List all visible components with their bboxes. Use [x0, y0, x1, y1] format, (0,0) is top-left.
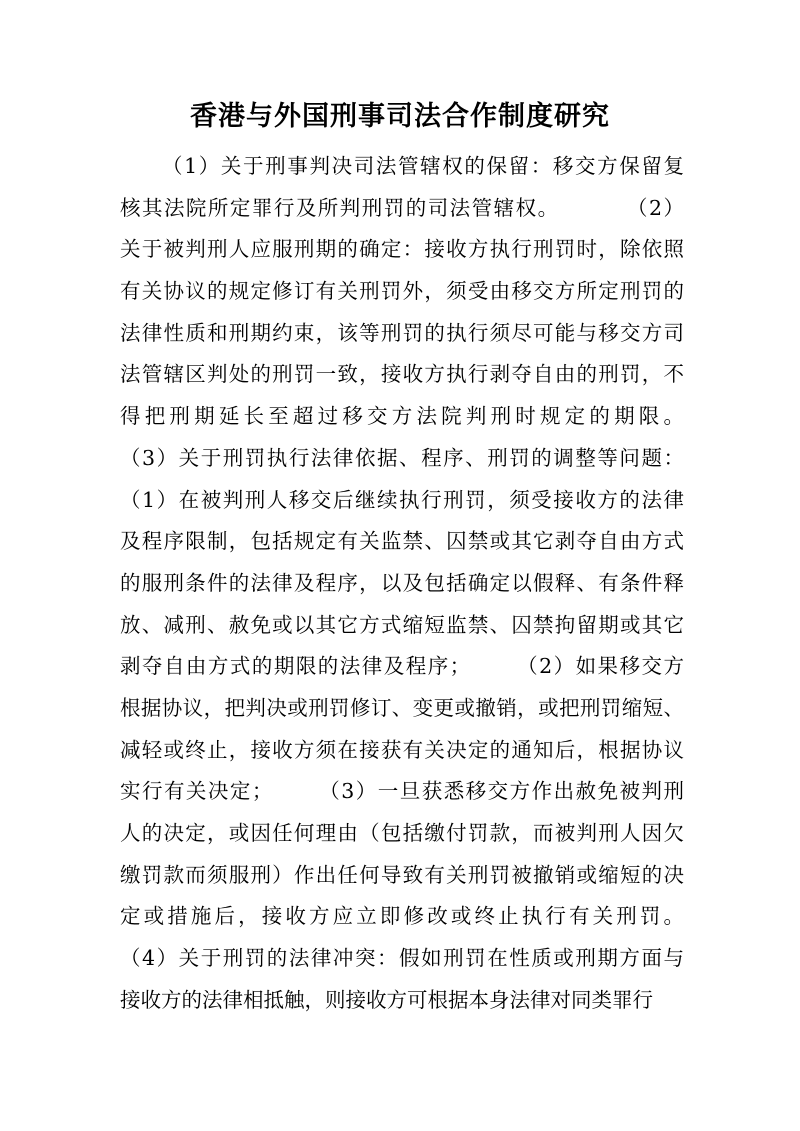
document-body	[120, 146, 684, 1021]
text-line: 的服刑条件的法律及程序，以及包括确定以假释、有条件释	[120, 570, 684, 595]
text-line: 得把刑期延长至超过移交方法院判刑时规定的期限。	[120, 404, 684, 429]
text-line: 有关协议的规定修订有关刑罚外，须受由移交方所定刑罚的	[120, 279, 684, 304]
text-line: （3）关于刑罚执行法律依据、程序、刑罚的调整等问题：	[120, 445, 684, 470]
text-line: （1）在被判刑人移交后继续执行刑罚，须受接收方的法律	[120, 487, 684, 512]
text-line: 核其法院所定罪行及所判刑罚的司法管辖权。 （2）	[120, 195, 684, 220]
text-line: 人的决定，或因任何理由（包括缴付罚款，而被判刑人因欠	[120, 821, 684, 845]
text-line: 剥夺自由方式的期限的法律及程序； （2）如果移交方	[120, 654, 684, 679]
text-line: 接收方的法律相抵触，则接收方可根据本身法律对同类罪行	[120, 987, 653, 1012]
text-line: 法律性质和刑期约束，该等刑罚的执行须尽可能与移交方司	[120, 320, 684, 345]
text-line: 减轻或终止，接收方须在接获有关决定的通知后，根据协议	[120, 737, 684, 762]
text-line: 实行有关决定； （3）一旦获悉移交方作出赦免被判刑	[120, 779, 684, 804]
text-line: 关于被判刑人应服刑期的确定：接收方执行刑罚时，除依照	[120, 237, 684, 262]
text-line: 定或措施后，接收方应立即修改或终止执行有关刑罚。	[120, 904, 684, 929]
text-line: （1）关于刑事判决司法管辖权的保留：移交方保留复	[162, 154, 684, 178]
text-line: （4）关于刑罚的法律冲突：假如刑罚在性质或刑期方面与	[120, 946, 684, 971]
text-line: 放、减刑、赦免或以其它方式缩短监禁、囚禁拘留期或其它	[120, 612, 684, 637]
text-line: 缴罚款而须服刑）作出任何导致有关刑罚被撤销或缩短的决	[120, 862, 684, 887]
text-line: 根据协议，把判决或刑罚修订、变更或撤销，或把刑罚缩短、	[120, 695, 684, 720]
text-line: 及程序限制，包括规定有关监禁、囚禁或其它剥夺自由方式	[120, 529, 684, 554]
document-title: 香港与外国刑事司法合作制度研究	[190, 101, 610, 132]
text-line: 法管辖区判处的刑罚一致，接收方执行剥夺自由的刑罚，不	[120, 362, 684, 387]
